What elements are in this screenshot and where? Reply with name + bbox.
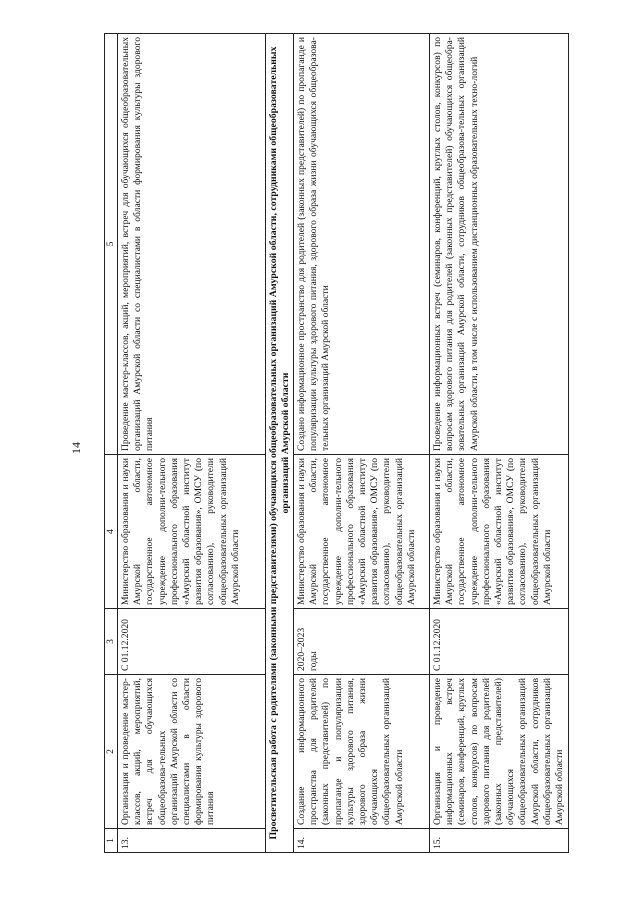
date-cell: С 01.12.2020 [430, 608, 568, 674]
row-number: 14. [294, 828, 429, 852]
row-number: 15. [430, 828, 568, 852]
header-col-2: 2 [105, 674, 117, 828]
event-cell: Организация и проведение информационных встреч (семинаров, конференций, круглых столов, конкурсов) по вопросам здорового питания для родителей (законных представителей) обучающихся общеобразовательных организаций Амурской области, сотрудников общеобразовательных организаций Амурской области [430, 674, 568, 828]
header-col-1: 1 [105, 828, 117, 852]
plan-table [104, 33, 569, 853]
event-cell: Организация и проведение мастер-классов, акций, мероприятий, встреч для обучающихся общеобразова-тельных организаций Амурской области со специалистами в области формирования культуры здорового питания [118, 674, 265, 828]
result-cell: Проведение мастер-классов, акций, мероприятий, встреч для обучающихся общеобразовательных организаций Амурской области со специалистами в области формирования культуры здорового питания [120, 37, 156, 451]
row-number: 13. [118, 828, 265, 852]
date-cell: С 01.12.2020 [118, 608, 265, 674]
section-title: Просветительская работа с родителями (законными представителями) обучающихся общеобразовательных организаций Амурской области, сотрудниками общеобразовательных организаций Амурской области [268, 46, 291, 840]
table-row [294, 34, 430, 852]
executors-cell: Министерство образования и науки Амурской области, государственное автономное учреждение дополни-тельного профессионального образования «Амурский областной институт развития образования», ОМСУ (по согласованию), руководители общеобразовательных организаций Амурской области [430, 454, 568, 608]
table-row [118, 34, 266, 852]
header-col-4: 4 [105, 454, 117, 608]
table-row [430, 34, 568, 852]
event-cell: Создание информационного пространства для родителей (законных представителей) по пропаганде и популяризации культуры здорового питания, здорового образа жизни обучающихся общеобразовательных организаций Амурской области [294, 674, 429, 828]
header-col-3: 3 [105, 608, 117, 674]
result-cell: Создано информационное пространство для родителей (законных представителей) по пропаганде и популяризации культуры здорового питания, здорового образа жизни обучающихся общеобразова-тельных организаций Амурской области [296, 37, 332, 451]
executors-cell: Министерство образования и науки Амурской области, государственное автономное учреждение дополни-тельного профессионального образования «Амурский областной институт развития образования», ОМСУ (по согласованию), руководители общеобразовательных организаций Амурской области [118, 454, 265, 608]
header-col-5: 5 [105, 241, 116, 247]
executors-cell: Министерство образования и науки Амурской области, государственное автономное учреждение дополни-тельного профессионального образования «Амурский областной институт развития образования», ОМСУ (по согласованию), руководители общеобразовательных организаций Амурской области [294, 454, 429, 608]
table-header-row [105, 34, 118, 852]
section-title-row [266, 34, 294, 852]
page-number: 14 [69, 442, 83, 454]
date-cell: 2020–2023 годы [294, 608, 429, 674]
result-cell: Проведение информационных встреч (семинаров, конференций, круглых столов, конкурсов) по вопросам здорового питания для родителей (законных представителей) обучающихся общеобра-зовательных организаций Амурской области, сотрудников общеобразова-тельных организаций Амурской области, в том числе с использованием дистанционных образовательных техно-логий [432, 37, 480, 451]
